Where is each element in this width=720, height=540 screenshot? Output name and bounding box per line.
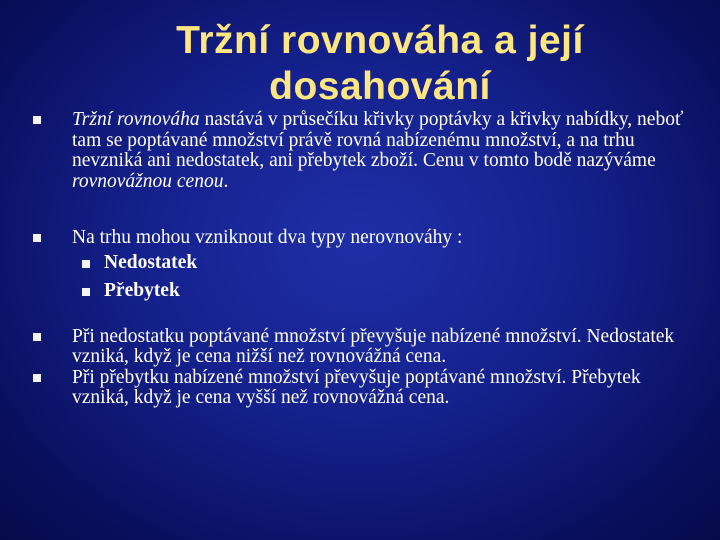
term-equilibrium-price: rovnovážnou cenou [72,170,224,192]
surplus-explanation-text: Při přebytku nabízené množství převyšuje poptávané množství. Přebytek vzniká, když je cena vyšší než rovnovážná cena. [72,366,641,408]
bullet-list [30,110,700,409]
slide-title [120,18,640,110]
shortage-explanation-text: Při nedostatku poptávané množství převyšuje nabízené množství. Nedostatek vzniká, když je cena nižší než rovnovážná cena. [72,325,675,367]
square-bullet-icon [33,333,41,341]
square-bullet-icon [33,116,41,124]
bullet-surplus-explanation [30,368,700,409]
bullet-disequilibrium-types [30,228,700,305]
square-bullet-icon [33,234,41,242]
square-bullet-icon [33,374,41,382]
bullet-shortage-explanation [30,327,700,368]
square-bullet-icon [82,288,90,296]
sub-bullet-label: Přebytek [104,279,180,301]
bullet-equilibrium-definition [30,110,700,192]
equilibrium-definition-tail: . [223,170,229,192]
equilibrium-definition-text: nastává v průsečíku křivky poptávky a křivky nabídky, neboť tam se poptávané množství právě rovná nabízenému množství, a na trhu nevzniká ani nedostatek, ani přebytek zboží. Cenu v tomto bodě nazýváme [72,109,684,171]
sub-bullet-label: Nedostatek [104,251,198,273]
square-bullet-icon [82,260,90,268]
slide-title-line-1: Tržní rovnováha a její [176,19,584,62]
sub-bullet-shortage [72,249,700,277]
slide-title-line-2: dosahování [269,65,491,108]
term-market-equilibrium: Tržní rovnováha [72,109,200,130]
sub-bullet-surplus [72,277,700,305]
disequilibrium-types-text: Na trhu mohou vzniknout dva typy nerovnováhy : [72,227,463,248]
